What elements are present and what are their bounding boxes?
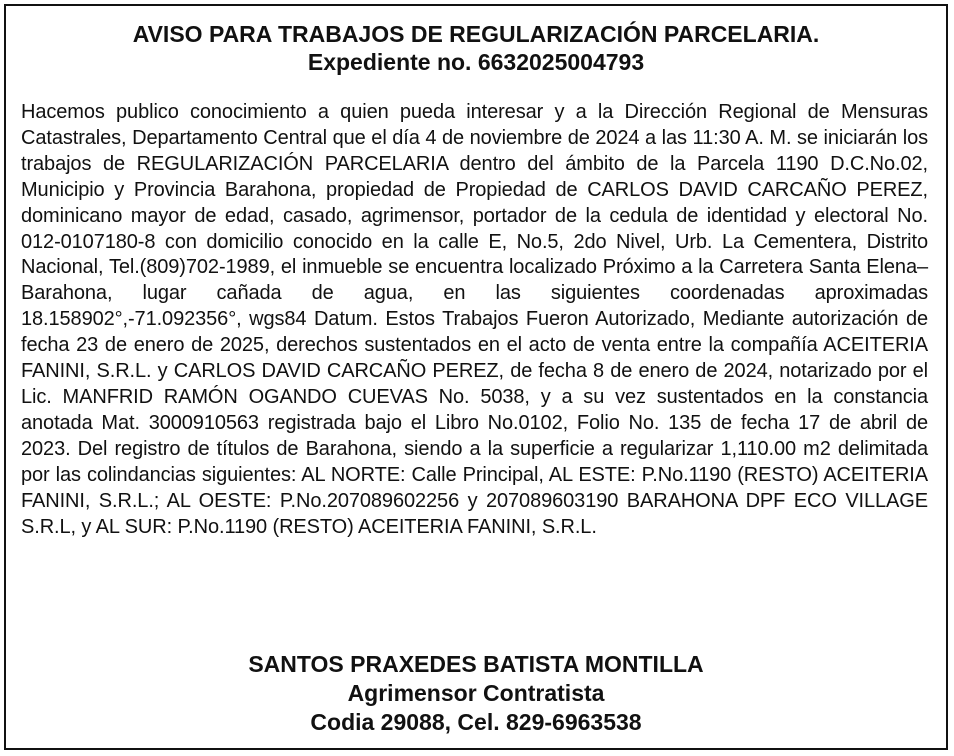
notice-body: Hacemos publico conocimiento a quien pueda interesar y a la Dirección Regional de Mensuras Catastrales, Departamento Central que el día 4 de noviembre de 2024 a las 11:30 A. M. se iniciarán los trabajos de REGULARIZACIÓN PARCELARIA dentro del ámbito de la Parcela 1190 D.C.No.02, Municipio y Provincia Barahona, propiedad de Propiedad de CARLOS DAVID CARCAÑO PEREZ, dominicano mayor de edad, casado, agrimensor, portador de la cedula de identidad y electoral No. 012-0107180-8 con domicilio conocido en la calle E, No.5, 2do Nivel, Urb. La Cementera, Distrito Nacional, Tel.(809)702-1989, el inmueble se encuentra localizado Próximo a la Carretera Santa Elena–Barahona, lugar cañada de agua, en las siguientes coordenadas aproximadas 18.158902°,-71.092356°, wgs84 Datum. Estos Trabajos Fueron Autorizado, Mediante autorización de fecha 23 de enero de 2025, derechos sustentados en el acto de venta entre la compañía ACEITERIA FANINI, S.R.L. y CARLOS DAVID CARCAÑO PEREZ, de fecha 8 de enero de 2024, notarizado por el Lic. MANFRID RAMÓN OGANDO CUEVAS No. 5038, y a su vez sustentados en la constancia anotada Mat. 3000910563 registrada bajo el Libro No.0102, Folio No. 135 de fecha 17 de abril de 2023. Del registro de títulos de Barahona, siendo a la superficie a regularizar 1,110.00 m2 delimitada por las colindancias siguientes: AL NORTE: Calle Principal, AL ESTE: P.No.1190 (RESTO) ACEITERIA FANINI, S.R.L.; AL OESTE: P.No.207089602256 y 207089603190 BARAHONA DPF ECO VILLAGE S.R.L, y AL SUR: P.No.1190 (RESTO) ACEITERIA FANINI, S.R.L.: [21, 101, 928, 538]
surveyor-contact: Codia 29088, Cel. 829-6963538: [310, 709, 642, 735]
legal-notice: [4, 4, 948, 750]
surveyor-name: SANTOS PRAXEDES BATISTA MONTILLA: [248, 651, 704, 677]
file-number: Expediente no. 6632025004793: [307, 49, 645, 75]
surveyor-role: Agrimensor Contratista: [347, 680, 605, 706]
notice-title: AVISO PARA TRABAJOS DE REGULARIZACIÓN PARCELARIA.: [132, 21, 820, 47]
signature-block: [6, 650, 946, 737]
notice-header: [6, 20, 946, 76]
